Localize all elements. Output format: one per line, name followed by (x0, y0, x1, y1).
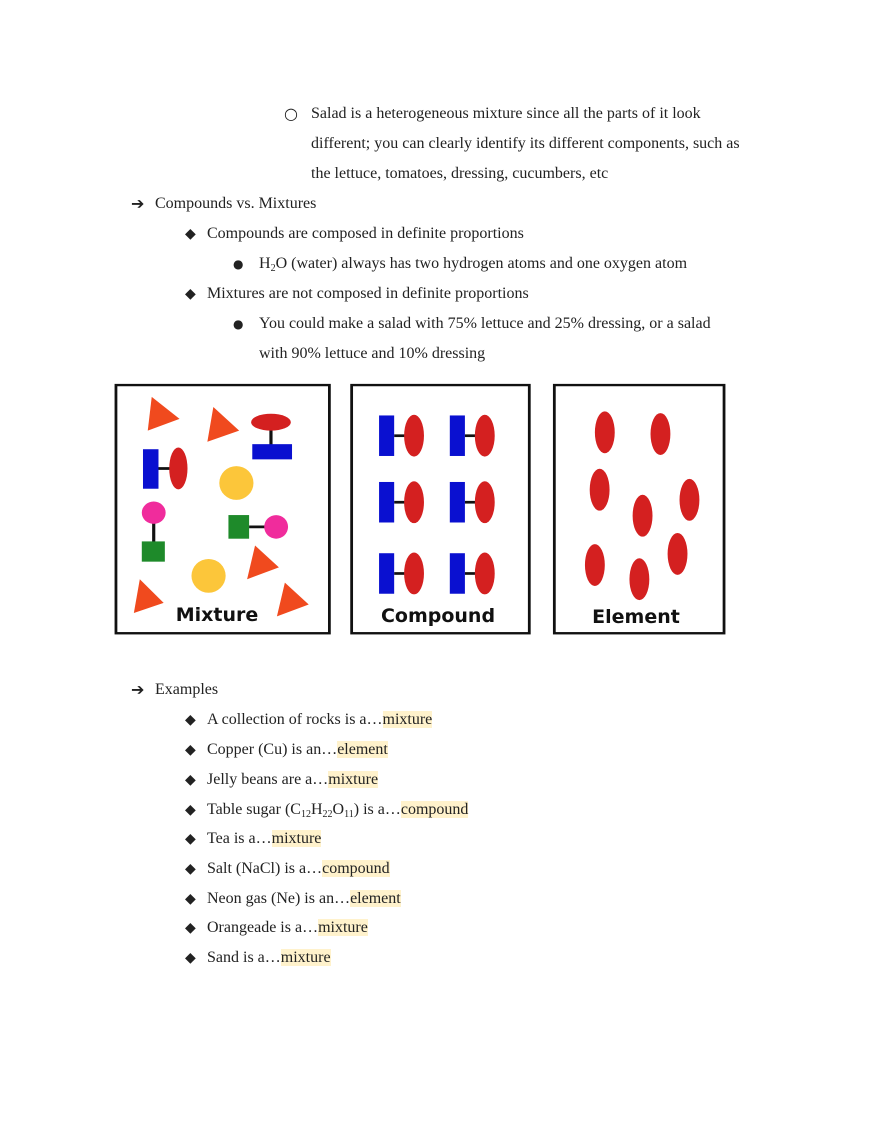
text-line: Salad is a heterogeneous mixture since all the parts of it look (311, 105, 701, 122)
text-line: You could make a salad with 75% lettuce and 25% dressing, or a salad (259, 315, 711, 332)
text: Orangeade is a… (207, 919, 319, 936)
diamond-bullet-icon: ◆ (185, 831, 196, 847)
subscript: 12 (300, 809, 311, 820)
compound-panel (352, 385, 530, 633)
element-atoms (585, 411, 699, 600)
text: ) is a… (353, 801, 401, 818)
list-item (207, 889, 401, 909)
section-heading: Examples (155, 681, 219, 698)
list-item (207, 710, 432, 730)
compound-label: Compound (380, 605, 496, 627)
list-item (207, 829, 321, 849)
mixture-particles (134, 397, 309, 616)
text: Salt (NaCl) is a… (207, 860, 323, 877)
subscript: 22 (322, 809, 333, 820)
highlighted-answer: mixture (328, 771, 379, 788)
diamond-bullet-icon: ◆ (185, 802, 196, 818)
highlighted-answer: mixture (382, 711, 433, 728)
arrow-bullet-icon: ➔ (131, 194, 145, 213)
text-line: the lettuce, tomatoes, dressing, cucumbers, etc (311, 165, 609, 182)
list-item (207, 859, 390, 879)
highlighted-answer: compound (322, 860, 390, 877)
text: Copper (Cu) is an… (207, 741, 338, 758)
diamond-bullet-icon: ◆ (185, 920, 196, 936)
diamond-bullet-icon: ◆ (185, 772, 196, 788)
subscript: 11 (344, 809, 354, 820)
text: Tea is a… (207, 830, 272, 847)
highlighted-answer: compound (400, 801, 469, 818)
text: O (water) always has two hydrogen atoms and one oxygen atom (275, 255, 688, 272)
text: H (259, 255, 271, 272)
highlighted-answer: element (350, 890, 401, 907)
diamond-bullet-icon: ◆ (185, 226, 196, 242)
list-item (207, 770, 378, 790)
diamond-bullet-icon: ◆ (185, 950, 196, 966)
dot-bullet-icon: ● (233, 317, 244, 331)
section-heading: Compounds vs. Mixtures (155, 195, 317, 212)
text: Sand is a… (207, 949, 281, 966)
text: A collection of rocks is a… (207, 711, 383, 728)
text-line: Compounds are composed in definite proportions (207, 225, 524, 242)
arrow-bullet-icon: ➔ (131, 680, 145, 699)
highlighted-answer: mixture (280, 949, 331, 966)
mixture-compound-element-figure (110, 380, 730, 640)
element-label: Element (592, 606, 680, 628)
diamond-bullet-icon: ◆ (185, 891, 196, 907)
highlighted-answer: mixture (318, 919, 368, 936)
text-line: Mixtures are not composed in definite proportions (207, 285, 529, 302)
diamond-bullet-icon: ◆ (185, 712, 196, 728)
compound-molecules (379, 415, 495, 595)
mixture-label: Mixture (175, 604, 259, 626)
list-item (207, 918, 368, 938)
highlighted-answer: mixture (271, 830, 322, 847)
hollow-bullet-icon: ○ (284, 104, 298, 123)
dot-bullet-icon: ● (233, 257, 244, 271)
text: O (332, 801, 345, 818)
list-item (207, 800, 468, 820)
list-item (207, 740, 388, 760)
text: Jelly beans are a… (207, 771, 329, 788)
text-line (259, 254, 687, 274)
diamond-bullet-icon: ◆ (185, 861, 196, 877)
diamond-bullet-icon: ◆ (185, 742, 196, 758)
figure-drawing (110, 380, 730, 640)
diamond-bullet-icon: ◆ (185, 286, 196, 302)
highlighted-answer: element (337, 741, 388, 758)
text-line: different; you can clearly identify its different components, such as (311, 135, 740, 152)
subscript: 2 (270, 263, 276, 274)
list-item (207, 948, 331, 968)
text: H (310, 801, 323, 818)
text-line: with 90% lettuce and 10% dressing (259, 345, 486, 362)
text: Neon gas (Ne) is an… (207, 890, 351, 907)
text: Table sugar (C (207, 801, 301, 818)
